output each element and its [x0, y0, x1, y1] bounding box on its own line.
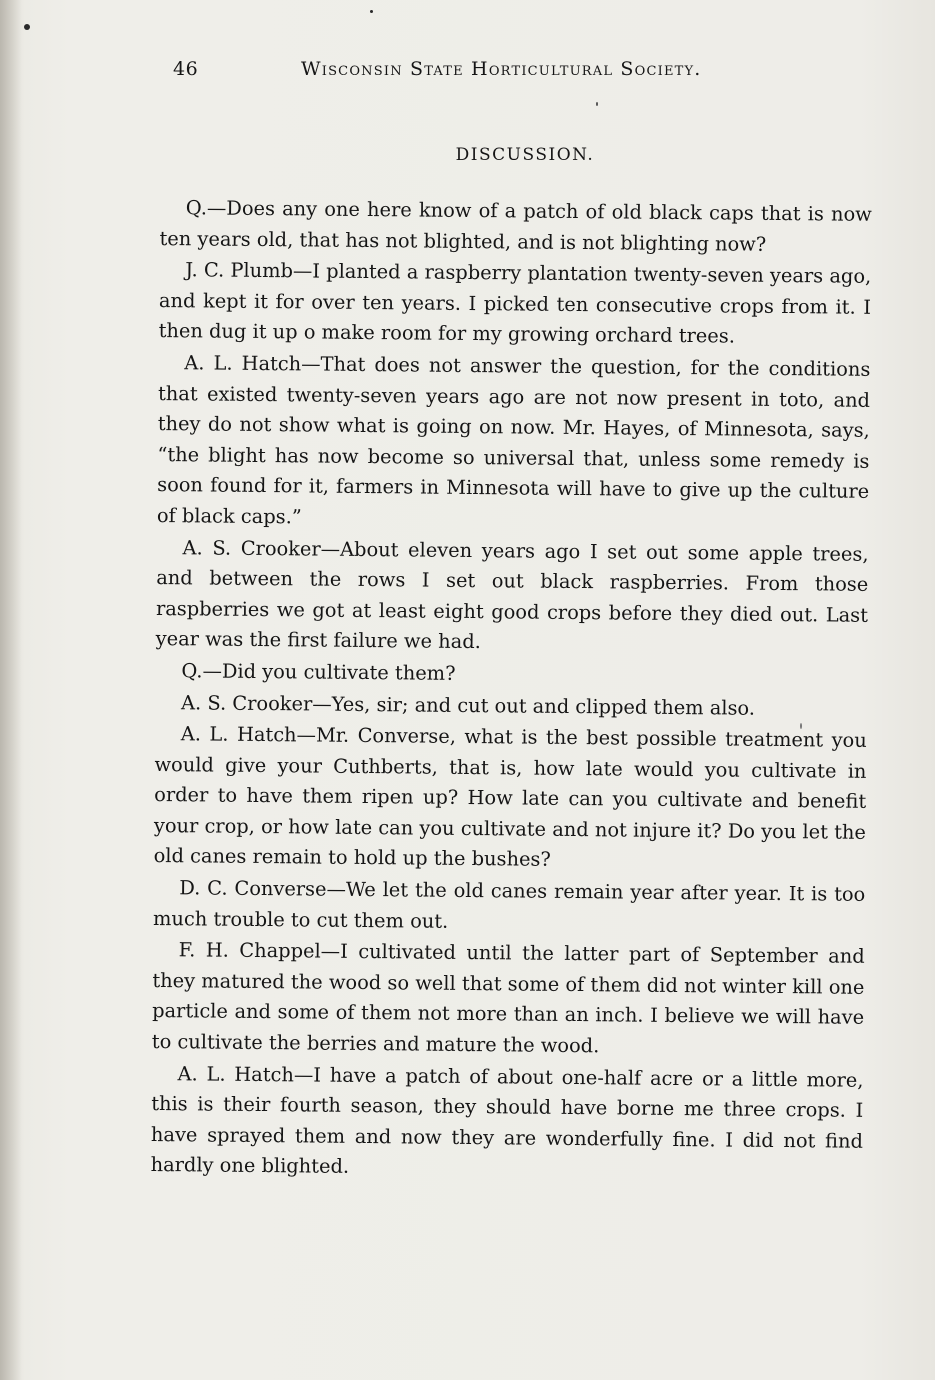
running-title: Wisconsin State Horticultural Society. — [301, 58, 702, 80]
paragraph-hatch-question: A. L. Hatch—Mr. Converse, what is the best possible treatment you would give your Cuthberts, that is, how late would you cultivate in order to have them ripen up? How late can you cultivate and benefit your crop, or how late can you cultivate and not injure it? Do you let the old canes remain to hold up the bushes? — [153, 722, 867, 872]
paragraph-crooker-answer: A. S. Crooker—Yes, sir; and cut out and clipped them also. — [181, 690, 756, 720]
paragraph-converse-reply: D. C. Converse—We let the old canes remain year after year. It is too much trouble to cut them out. — [152, 876, 866, 933]
page-number: 46 — [173, 58, 199, 80]
ink-speck — [24, 24, 30, 30]
paragraph-question-cultivate: Q.—Did you cultivate them? — [181, 659, 456, 685]
discussion-body — [151, 193, 872, 1189]
page-header — [173, 58, 793, 88]
paragraph-plumb-reply: J. C. Plumb—I planted a raspberry plantation twenty-seven years ago, and kept it for over ten years. I picked ten consecutive crops from it. I then dug it up o make room for my growing orchard trees. — [158, 258, 872, 348]
paragraph-hatch-reply: A. L. Hatch—That does not answer the question, for the conditions that existed twenty-seven years ago are not now present in toto, and they do not show what is going on now. Mr. Hayes, of Minnesota, says, “the blight has now become so universal that, unless some remedy is soon found for it, farmers in Minnesota will have to give up the culture of black caps.” — [156, 351, 871, 529]
paragraph-hatch-closing: A. L. Hatch—I have a patch of about one-half acre or a little more, this is their fourth season, they should have borne me three crops. I have sprayed them and now they are wonderfully fine. I did not find hardly one blighted. — [150, 1061, 864, 1179]
paragraph-chappel-reply: F. H. Chappel—I cultivated until the latter part of September and they matured the wood so well that some of them did not winter kill one particle and some of them not more than an inch. I believe we will have to cultivate the berries and mature the wood. — [151, 938, 865, 1058]
ink-speck — [370, 10, 373, 13]
ink-speck — [596, 102, 598, 106]
binding-shadow — [0, 0, 22, 1380]
section-title: DISCUSSION. — [455, 145, 595, 165]
paragraph-question-black-caps: Q.—Does any one here know of a patch of old black caps that is now ten years old, that has not blighted, and is not blighting now? — [159, 196, 872, 256]
paragraph-crooker-reply: A. S. Crooker—About eleven years ago I set out some apple trees, and between the rows I set out black raspberries. From those raspberries we got at least eight good crops before they died out. Last year was the first failure we had. — [155, 535, 869, 654]
